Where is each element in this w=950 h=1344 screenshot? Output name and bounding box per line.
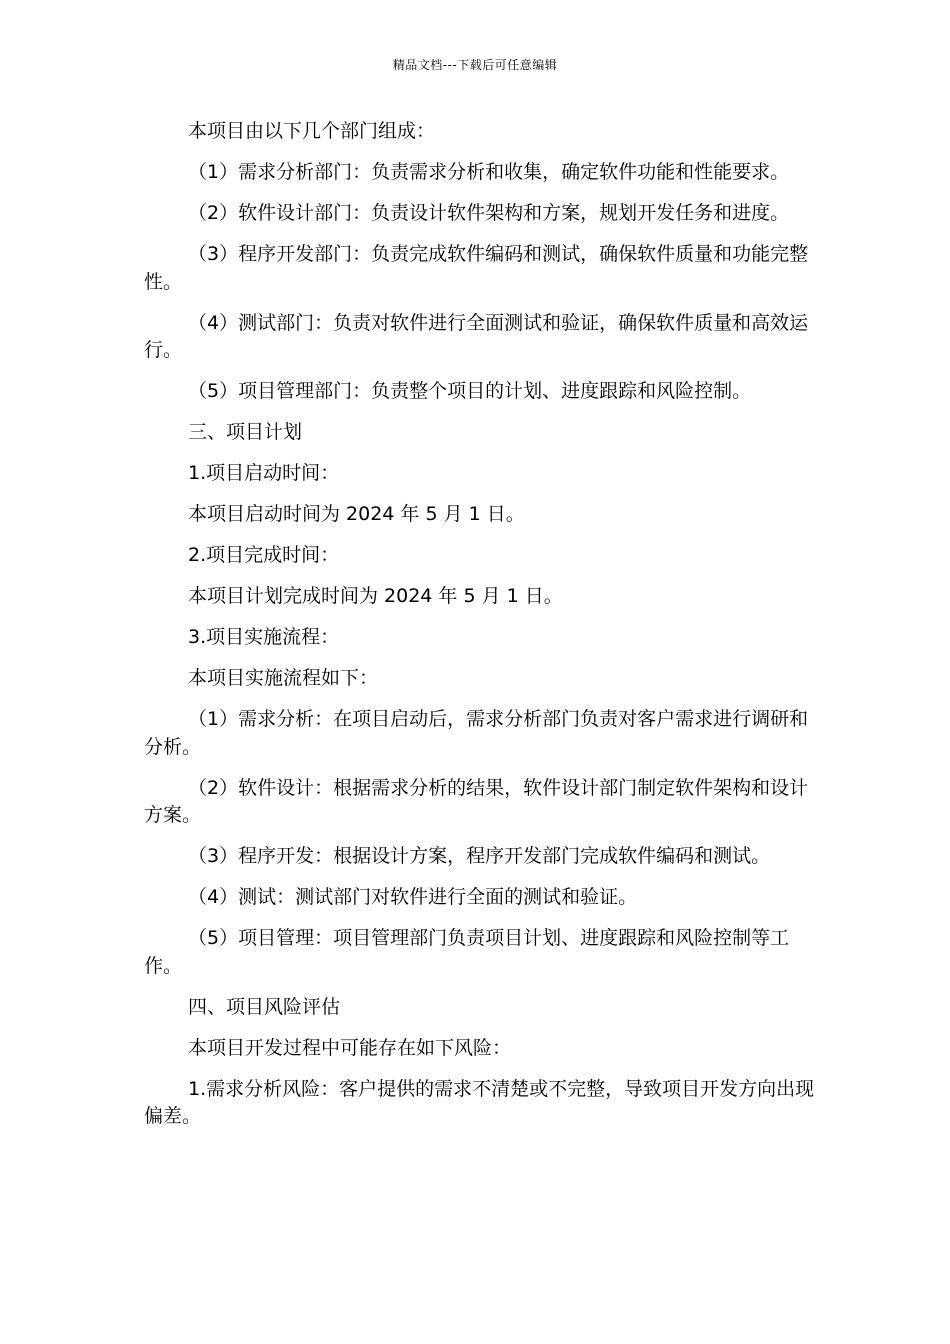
paragraph-finish-time: 本项目计划完成时间为 2024 年 5 月 1 日。 [188, 585, 563, 607]
paragraph-risk-requirements: 1.需求分析风险：客户提供的需求不清楚或不完整，导致项目开发方向出现偏差。 [144, 1077, 815, 1127]
paragraph-risk-intro: 本项目开发过程中可能存在如下风险： [188, 1036, 512, 1059]
document-body [144, 118, 816, 1144]
item-process-heading: 3.项目实施流程： [188, 626, 340, 648]
paragraph-step-management: （5）项目管理：项目管理部门负责项目计划、进度跟踪和风险控制等工作。 [144, 927, 790, 977]
paragraph-dept-management: （5）项目管理部门：负责整个项目的计划、进度跟踪和风险控制。 [188, 380, 752, 402]
paragraph-dept-development: （3）程序开发部门：负责完成软件编码和测试，确保软件质量和功能完整性。 [144, 243, 809, 293]
section-heading-risk-assessment: 四、项目风险评估 [188, 995, 341, 1018]
paragraph-departments-intro: 本项目由以下几个部门组成： [188, 120, 436, 142]
paragraph-dept-testing: （4）测试部门：负责对软件进行全面测试和验证，确保软件质量和高效运行。 [144, 311, 809, 361]
paragraph-step-testing: （4）测试：测试部门对软件进行全面的测试和验证。 [188, 886, 638, 908]
paragraph-dept-design: （2）软件设计部门：负责设计软件架构和方案，规划开发任务和进度。 [188, 202, 790, 224]
paragraph-start-time: 本项目启动时间为 2024 年 5 月 1 日。 [188, 503, 525, 525]
paragraph-process-intro: 本项目实施流程如下： [188, 667, 379, 689]
paragraph-dept-requirements: （1）需求分析部门：负责需求分析和收集，确定软件功能和性能要求。 [188, 161, 790, 183]
paragraph-step-requirements: （1）需求分析：在项目启动后，需求分析部门负责对客户需求进行调研和分析。 [144, 708, 809, 758]
paragraph-step-development: （3）程序开发：根据设计方案，程序开发部门完成软件编码和测试。 [188, 845, 771, 867]
item-start-time-heading: 1.项目启动时间： [188, 462, 340, 484]
page-header: 精品文档---下载后可任意编辑 [392, 58, 558, 72]
section-heading-project-plan: 三、项目计划 [188, 421, 303, 443]
paragraph-step-design: （2）软件设计：根据需求分析的结果，软件设计部门制定软件架构和设计方案。 [144, 776, 809, 826]
item-finish-time-heading: 2.项目完成时间： [188, 544, 340, 566]
